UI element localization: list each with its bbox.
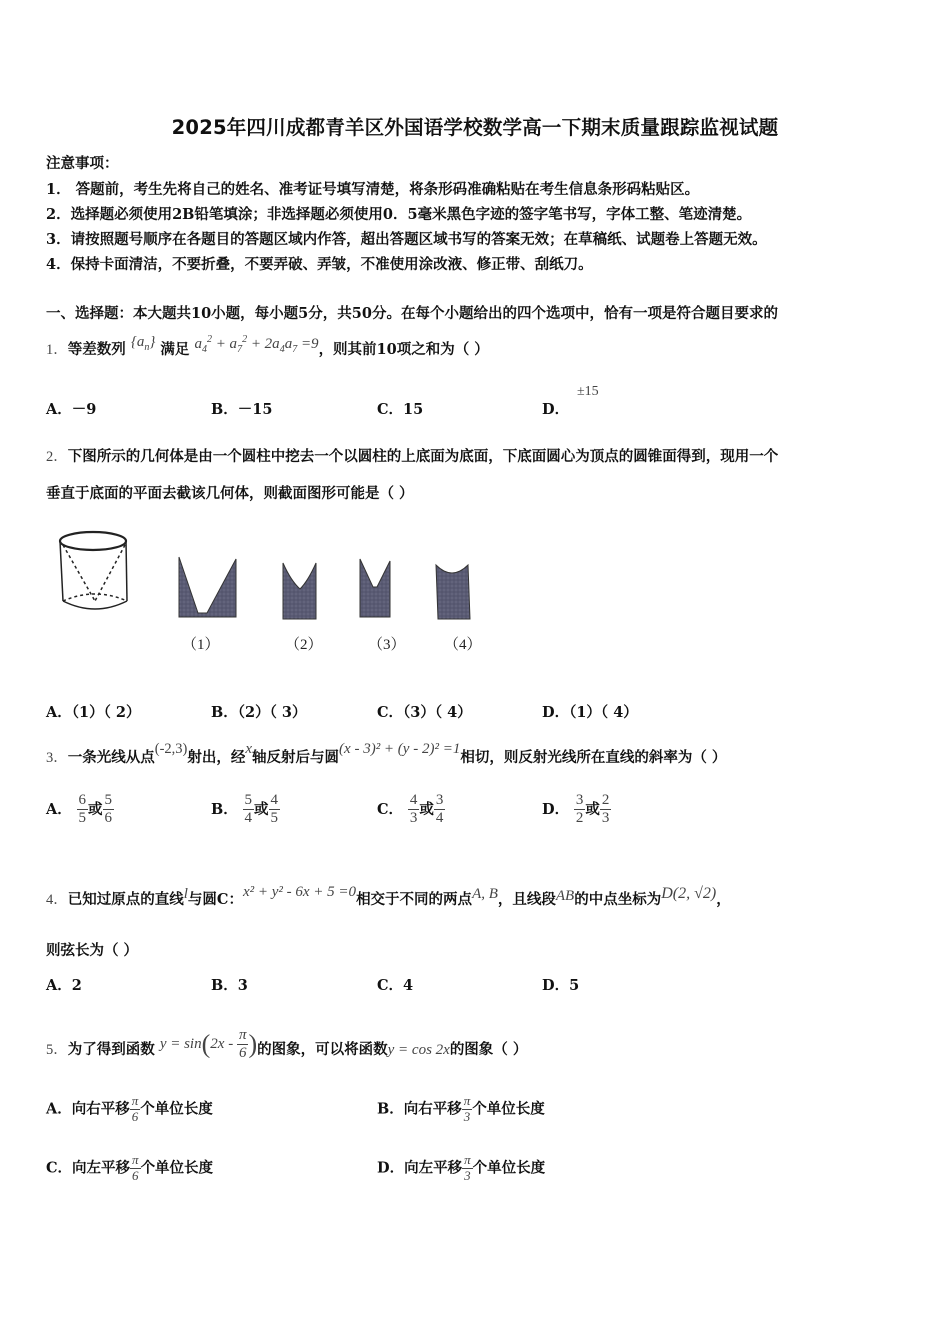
q3-option-c[interactable]: C． $\frac{4}{3}$ 或 $\frac{3}{4}$: [377, 792, 444, 827]
q3-axis: x: [245, 741, 253, 757]
notes-heading: 注意事项：: [46, 155, 119, 172]
q1-formula: $a_4^2 + a_7^2 + 2a_4a_7 =9$: [194, 334, 319, 355]
note-item-1: 1． 答题前，考生先将自己的姓名、准考证号填写清楚，将条形码准确粘贴在考生信息条形码粘贴区。: [46, 181, 700, 198]
note-item-4: 4．保持卡面清洁，不要折叠，不要弄破、弄皱，不准使用涂改液、修正带、刮纸刀。: [46, 256, 593, 273]
q1-option-d-math: ±15: [577, 384, 599, 399]
q1-text-2: 满足: [160, 341, 190, 358]
q2-figure: [55, 525, 485, 655]
q2-option-c[interactable]: C．（3）（ 4）: [377, 704, 472, 721]
figure-label-4: （4）: [444, 637, 482, 653]
q4-midpoint: D(2, √2): [661, 885, 717, 902]
question-1: [46, 334, 489, 359]
section-shape-1: [179, 557, 236, 617]
q3-circle: (x - 3)² + (y - 2)² =1: [339, 741, 461, 757]
q1-number: 1．: [46, 342, 68, 358]
q4-option-c[interactable]: C．4: [377, 977, 414, 994]
q4-line-2: 则弦长为（ ）: [46, 942, 139, 959]
figure-label-2: （2）: [285, 637, 323, 653]
q4-line: l: [183, 886, 188, 902]
question-4: 4．已知过原点的直线l与圆C：x² + y² - 6x + 5 =0相交于不同的两点A, B，且线段AB的中点坐标为D(2, √2)，: [46, 884, 731, 908]
q4-option-a[interactable]: A．2: [46, 977, 82, 994]
q1-text-1: 等差数列: [67, 341, 126, 358]
q1-text-3: ，则其前10项之和为（ ）: [318, 341, 489, 358]
q5-option-d[interactable]: D．向左平移 $\frac{\pi}{3}$ 个单位长度: [377, 1152, 546, 1183]
q3-point: (-2,3): [154, 741, 188, 757]
note-item-3: 3．请按照题号顺序在各题目的答题区域内作答，超出答题区域书写的答案无效；在草稿纸、试题卷上答题无效。: [46, 231, 767, 248]
q4-option-d[interactable]: D．5: [542, 977, 580, 994]
figure-label-3: （3）: [368, 637, 406, 653]
note-item-2: 2．选择题必须使用2B铅笔填涂；非选择题必须使用0．5毫米黑色字迹的签字笔书写，字体工整、笔迹清楚。: [46, 206, 752, 223]
q3-option-d[interactable]: D． $\frac{3}{2}$ 或 $\frac{2}{3}$: [542, 792, 610, 827]
q4-segment: AB: [555, 888, 575, 904]
section-shape-4: [436, 565, 470, 619]
q5-function-2: y = cos 2x: [387, 1042, 450, 1059]
q2-option-a[interactable]: A．（1）（ 2）: [46, 704, 141, 721]
q1-sequence: $\{a_n\}$: [130, 334, 156, 353]
q1-option-b[interactable]: B．－15: [211, 401, 273, 418]
q2-line-1: 2．下图所示的几何体是由一个圆柱中挖去一个以圆柱的上底面为底面，下底面圆心为顶点的圆锥面得到，现用一个: [46, 448, 779, 465]
q3-option-b[interactable]: B． $\frac{5}{4}$ 或 $\frac{4}{5}$: [211, 792, 279, 827]
q4-option-b[interactable]: B．3: [211, 977, 248, 994]
q3-option-a[interactable]: A． $\frac{6}{5}$ 或 $\frac{5}{6}$: [46, 792, 113, 827]
q4-points: A, B: [472, 886, 498, 902]
section-heading: 一、选择题：本大题共10小题，每小题5分，共50分。在每个小题给出的四个选项中，恰有一项是符合题目要求的: [46, 305, 778, 322]
cylinder-cone-figure: [60, 532, 127, 609]
q4-circle: x² + y² - 6x + 5 =0: [242, 884, 357, 900]
figure-label-1: （1）: [182, 637, 220, 653]
q1-option-d[interactable]: D．: [542, 401, 570, 418]
q5-option-c[interactable]: C．向左平移 $\frac{\pi}{6}$ 个单位长度: [46, 1152, 214, 1183]
q2-option-d[interactable]: D．（1）（ 4）: [542, 704, 638, 721]
q2-option-b[interactable]: B．（2）（ 3）: [211, 704, 307, 721]
question-3: 3．一条光线从点(-2,3)射出，经x轴反射后与圆(x - 3)² + (y - 2)² =1相切，则反射光线所在直线的斜率为（ ）: [46, 741, 727, 766]
page-title: 2025年四川成都青羊区外国语学校数学高一下期末质量跟踪监视试题: [171, 116, 779, 139]
q1-option-c[interactable]: C．15: [377, 401, 424, 418]
q5-option-b[interactable]: B．向右平移 $\frac{\pi}{3}$ 个单位长度: [377, 1093, 545, 1124]
section-shape-2: [283, 563, 316, 619]
q1-option-a[interactable]: A．－9: [46, 401, 97, 418]
q5-function-1: y = sin(2x - $\frac{\pi}{6}$ ): [159, 1027, 258, 1062]
q2-line-2: 垂直于底面的平面去截该几何体，则截面图形可能是（ ）: [46, 485, 414, 502]
section-shape-3: [360, 559, 390, 617]
q5-option-a[interactable]: A．向右平移 $\frac{\pi}{6}$ 个单位长度: [46, 1093, 213, 1124]
question-5: 5．为了得到函数 y = sin(2x - $\frac{\pi}{6}$ )的图象，可以将函数y = cos 2x的图象（ ）: [46, 1027, 528, 1062]
